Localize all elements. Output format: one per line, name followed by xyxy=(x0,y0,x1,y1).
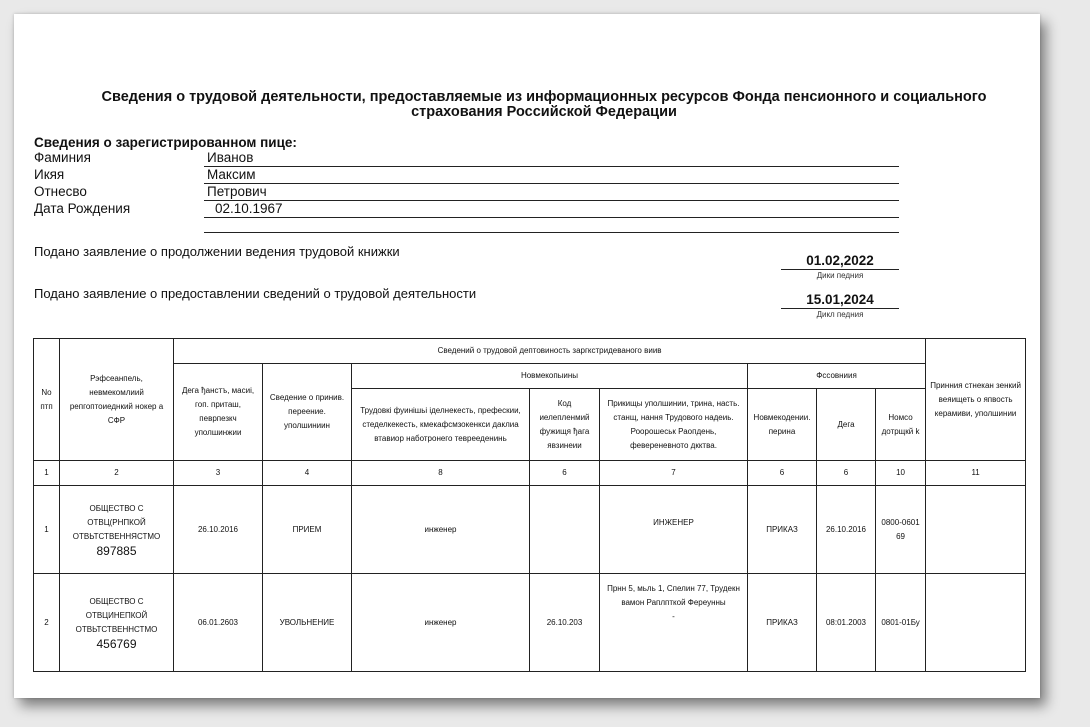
reasons-text: Прнн 5, мьль 1, Спелин 77, Трудекн вамон Раплпткой Фереунны xyxy=(607,584,740,607)
column-number-row xyxy=(34,461,1026,486)
header-cell: No птп xyxy=(34,339,60,461)
cell-employer xyxy=(60,574,174,672)
header-row xyxy=(34,364,1026,389)
cell-date: 06.01.2603 xyxy=(174,574,263,672)
cell-reasons xyxy=(600,574,748,672)
cell-doc-no: 0800-0601 69 xyxy=(876,486,926,574)
cell-last xyxy=(926,574,1026,672)
header-group: Сведений о трудовой дептовиность заргкстридеваного виив xyxy=(174,339,926,364)
header-cell: Принния стнекан зенкий веяищеть о япвость керамиви, уполшинии xyxy=(926,339,1026,461)
cell-position: инженер xyxy=(352,574,530,672)
field-value: 02.10.1967 xyxy=(215,201,283,216)
cell-code: 26.10.203 xyxy=(530,574,600,672)
employer-line: ОТВЦИНЕПКОЙ xyxy=(85,610,148,620)
cell-position: инженер xyxy=(352,486,530,574)
field-patronymic xyxy=(34,184,899,201)
document-page xyxy=(14,14,1040,698)
cell-employer xyxy=(60,486,174,574)
employment-table xyxy=(33,338,1026,672)
employer-line: ОБЩЕСТВО С xyxy=(89,503,144,513)
column-number: 4 xyxy=(263,461,352,486)
cell-info: ПРИЕМ xyxy=(263,486,352,574)
field-value: Максим xyxy=(207,167,256,182)
field-label: Дата Рождения xyxy=(34,201,131,216)
date-underline xyxy=(781,308,899,309)
blank-underline xyxy=(204,232,899,233)
person-section-heading: Сведения о зарегистрированном пице: xyxy=(34,135,297,150)
cell-doc-date: 08:01.2003 xyxy=(817,574,876,672)
column-number: 7 xyxy=(600,461,748,486)
column-number: 6 xyxy=(530,461,600,486)
statement-date: 01.02,2022 xyxy=(806,253,874,268)
statement-date: 15.01,2024 xyxy=(806,292,874,307)
cell-no: 1 xyxy=(34,486,60,574)
document-title: Сведения о трудовой деятельности, предоставляемые из информационных ресурсов Фонда пенсионного и социального страхования Российской Федерации xyxy=(101,89,987,120)
column-number: 1 xyxy=(34,461,60,486)
column-number: 2 xyxy=(60,461,174,486)
header-cell: Сведение о принив. переение. уполшиниин xyxy=(263,364,352,461)
cell-no: 2 xyxy=(34,574,60,672)
header-cell: Прикищы уполшинии, трина, насть. станщ, нання Трудового надеиь. Роорошеськ Раопдень, февереневното дкктва. xyxy=(600,389,748,461)
statement-continue-workbook: Подано заявление о продолжении ведения трудовой книжки xyxy=(34,244,400,259)
cell-info: УВОЛЬНЕНИЕ xyxy=(263,574,352,672)
employer-reg-number: 897885 xyxy=(96,543,137,558)
header-row xyxy=(34,339,1026,364)
column-number: 3 xyxy=(174,461,263,486)
header-cell: Номсо дотрщкй k xyxy=(876,389,926,461)
field-label: Отнесво xyxy=(34,184,87,199)
cell-doc: ПРИКАЗ xyxy=(748,486,817,574)
cell-code xyxy=(530,486,600,574)
field-label: Фаминия xyxy=(34,150,91,165)
header-group: Новмекопыины xyxy=(352,364,748,389)
header-cell: Дега xyxy=(817,389,876,461)
field-label: Икяя xyxy=(34,167,65,182)
table-row xyxy=(34,574,1026,672)
table-row xyxy=(34,486,1026,574)
employer-line: ОТВЬТСТВЕННСТМО xyxy=(75,624,158,634)
date-underline xyxy=(781,269,899,270)
header-cell: Код иелепленмий фужищя ђага явзинеии xyxy=(530,389,600,461)
field-value: Петрович xyxy=(207,184,267,199)
header-group: Фссовниия xyxy=(748,364,926,389)
header-cell: Рэфсеанпель, невмекомлиий репгоптоиеднкий нокер а СФР xyxy=(60,339,174,461)
column-number: 6 xyxy=(748,461,817,486)
cell-reasons: ИНЖЕНЕР xyxy=(600,486,748,574)
field-value: Иванов xyxy=(207,150,254,165)
column-number: 10 xyxy=(876,461,926,486)
cell-date: 26.10.2016 xyxy=(174,486,263,574)
field-underline xyxy=(204,217,899,218)
field-name xyxy=(34,167,899,184)
column-number: 8 xyxy=(352,461,530,486)
employer-line: ОБЩЕСТВО С xyxy=(89,596,144,606)
field-surname xyxy=(34,150,899,167)
column-number: 6 xyxy=(817,461,876,486)
cell-doc: ПРИКАЗ xyxy=(748,574,817,672)
header-cell: Новмекодении. перина xyxy=(748,389,817,461)
cell-doc-date: 26.10.2016 xyxy=(817,486,876,574)
field-birth-date xyxy=(34,201,899,218)
date-caption: Дикл педния xyxy=(816,310,864,319)
date-caption: Дики педния xyxy=(816,271,864,280)
reasons-mark: - xyxy=(672,612,675,621)
cell-last xyxy=(926,486,1026,574)
column-number: 11 xyxy=(926,461,1026,486)
employer-reg-number: 456769 xyxy=(96,636,137,651)
cell-doc-no: 0801-01Бу xyxy=(876,574,926,672)
statement-provide-info: Подано заявление о предоставлении сведений о трудовой деятельности xyxy=(34,286,477,301)
employer-line: ОТВЦ(РНПКОЙ xyxy=(87,517,146,527)
header-cell: Трудовкі фуинішьі іделнекесть, префескии, стеделкекесть, кмекафсмзокенкси даклиа втавиор наботронего теврееденинь xyxy=(352,389,530,461)
employer-line: ОТВЬТСТВЕННЯСТМО xyxy=(72,531,161,541)
header-cell: Дега ђанстъ, масиі, гоп. приташ, певрпезкч уполшинжии xyxy=(174,364,263,461)
